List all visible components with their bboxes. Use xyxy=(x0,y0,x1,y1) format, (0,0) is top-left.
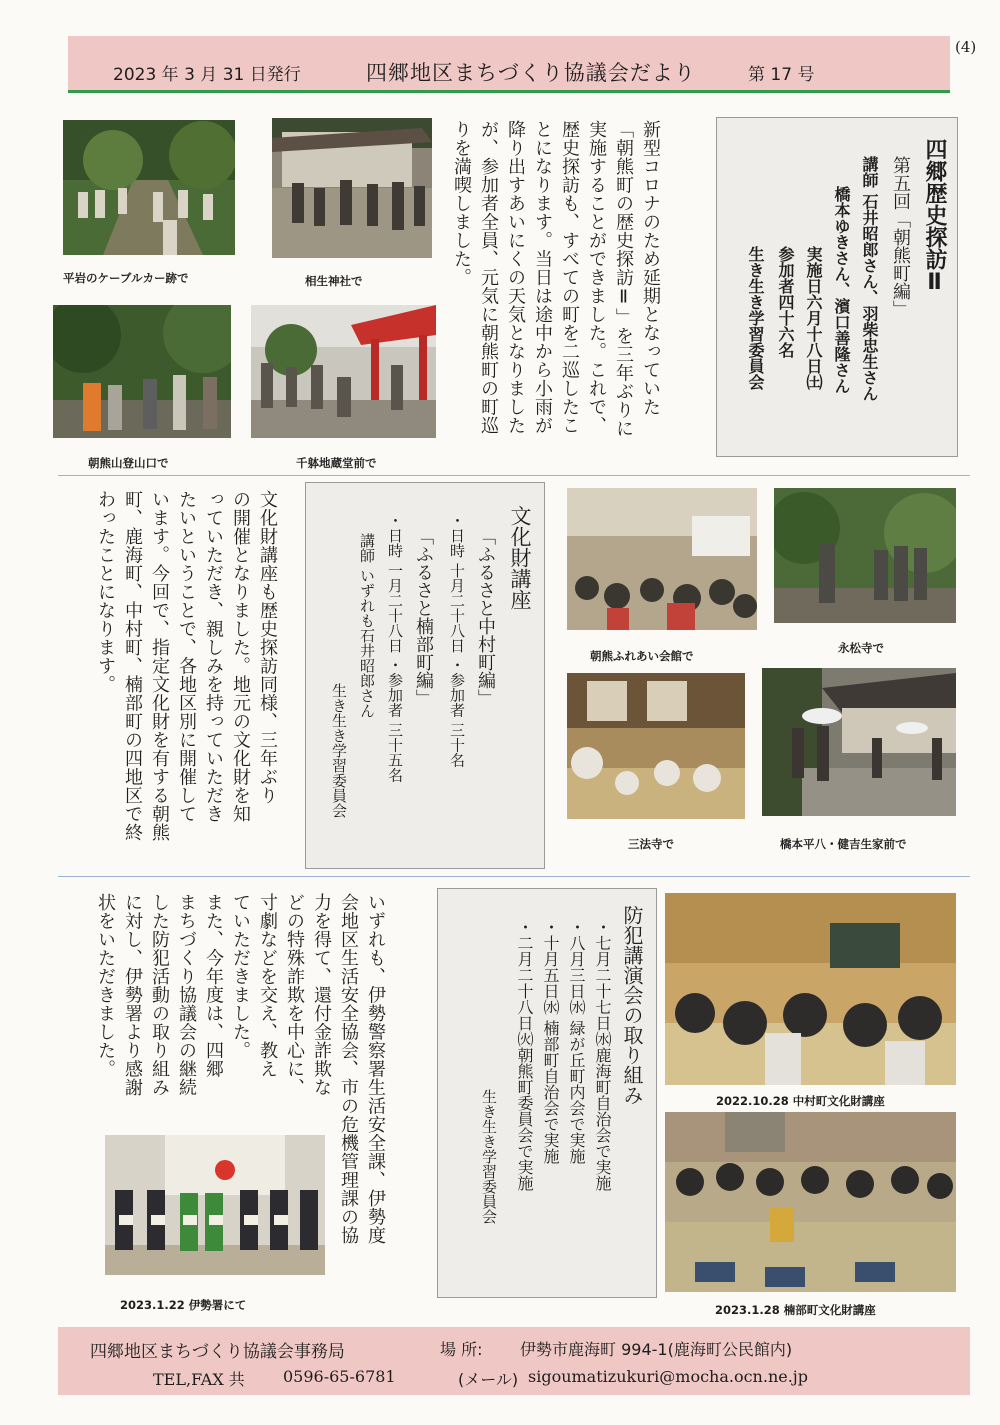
photo-sanpo-temple-image xyxy=(567,673,745,819)
caption-nakamura-lecture: 2022.10.28 中村町文化財講座 xyxy=(716,1094,885,1108)
history-walk-participants: 参加者四十六名 xyxy=(776,246,795,358)
photo-senjai-jizo xyxy=(251,305,436,438)
photo-asama-fureai-hall-image xyxy=(567,488,757,630)
history-walk-subtitle: 第五回「朝熊町編」 xyxy=(890,156,911,318)
page-number: (4) xyxy=(955,38,977,56)
photo-asama-fureai-hall xyxy=(567,488,757,630)
photo-cable-car-ruins xyxy=(63,120,235,255)
photo-ise-police-award-image xyxy=(105,1135,325,1275)
caption-asama-fureai-hall: 朝熊ふれあい会館で xyxy=(590,649,694,663)
photo-sanpo-temple xyxy=(567,673,745,819)
history-walk-date: 実施日六月十八日㈯ xyxy=(804,246,823,390)
crime-prevention-title: 防犯講演会の取り組み xyxy=(620,905,644,1105)
crime-prevention-item2: ・八月三日㈬ 緑が丘町内会で実施 xyxy=(567,919,586,1165)
crime-prevention-item4: ・二月二十八日㈫朝熊町委員会で実施 xyxy=(515,919,534,1191)
photo-nakamura-lecture xyxy=(665,893,956,1085)
crime-prevention-organizer: 生き生き学習委員会 xyxy=(480,1089,498,1224)
issue-date: 2023 年 3 月 31 日発行 xyxy=(113,65,301,85)
section-separator-2 xyxy=(58,876,970,877)
history-walk-lecturers-2: 橋本ゆきさん、濱口善隆さん xyxy=(832,186,851,394)
caption-senjai-jizo: 千躰地蔵堂前で xyxy=(296,456,377,470)
crime-prevention-item3: ・十月五日㈬ 楠部町自治会で実施 xyxy=(541,919,560,1165)
cultural-lecture-organizer: 生き生き学習委員会 xyxy=(330,683,348,818)
photo-asama-trailhead xyxy=(53,305,231,438)
history-walk-info-box xyxy=(716,117,958,457)
photo-hashimoto-birthplace-image xyxy=(762,668,956,816)
caption-eisho-temple: 永松寺で xyxy=(838,641,884,655)
tel-label: TEL,FAX 共 xyxy=(153,1370,245,1389)
cultural-lecture-item1: 「ふるさと中村町編」 xyxy=(475,527,496,707)
cultural-lecture-item2: 「ふるさと楠部町編」 xyxy=(413,527,434,707)
caption-kusube-lecture: 2023.1.28 楠部町文化財講座 xyxy=(715,1303,876,1317)
cultural-lecture-lecturer: 講師 いずれも石井昭郎さん xyxy=(358,533,376,718)
crime-prevention-item1: ・七月二十七日㈬鹿海町自治会で実施 xyxy=(593,919,612,1191)
office-email[interactable]: sigoumatizukuri@mocha.ocn.ne.jp xyxy=(528,1367,809,1386)
office-name: 四郷地区まちづくり協議会事務局 xyxy=(90,1342,345,1362)
photo-cable-car-ruins-image xyxy=(63,120,235,255)
cultural-lecture-info-box xyxy=(305,482,545,869)
cultural-lecture-body: 文化財講座も歴史探訪同様、三年ぶり の開催となりました。地元の文化財を知 っていただき、親しみを持っていただき たいということで、各地区別に開催して います。今回で、指定文化財を有する朝熊 町、鹿海町、中村町、楠部町の四地区で終 わったことになります。 xyxy=(95,490,278,842)
section-separator-1 xyxy=(58,475,970,476)
caption-hashimoto-birthplace: 橋本平八・健吉生家前で xyxy=(780,837,907,851)
photo-nakamura-lecture-image xyxy=(665,893,956,1085)
crime-prevention-info-box xyxy=(437,888,657,1298)
photo-kusube-lecture xyxy=(665,1112,956,1292)
photo-kusube-lecture-image xyxy=(665,1112,956,1292)
history-walk-organizer: 生き生き学習委員会 xyxy=(746,246,765,390)
cultural-lecture-item2-detail: ・日時 一月二十八日 ・参加者 三十五名 xyxy=(386,513,404,783)
caption-aioi-shrine: 相生神社で xyxy=(305,274,363,288)
history-walk-title: 四郷歴史探訪Ⅱ xyxy=(922,138,947,295)
caption-ise-police-award: 2023.1.22 伊勢署にて xyxy=(120,1298,247,1312)
crime-prevention-body: いずれも、伊勢警察署生活安全課、伊勢度 会地区生活安全協会、市の危機管理課の協 力を得て、還付金詐欺な どの特殊詐欺を中心に、 寸劇などを交え、教え ていただきました。 また、今年度は、四郷 まちづくり協議会の継続 した防犯活動の取り組み に対し、伊勢署より感謝 状をいただきました。 xyxy=(95,893,386,1245)
photo-aioi-shrine-image xyxy=(272,118,432,258)
photo-ise-police-award xyxy=(105,1135,325,1275)
caption-cable-car-ruins: 平岩のケーブルカー跡で xyxy=(63,271,189,285)
issue-number: 第 17 号 xyxy=(748,65,815,85)
photo-hashimoto-birthplace xyxy=(762,668,956,816)
cultural-lecture-item1-detail: ・日時 十月二十八日 ・参加者 三十名 xyxy=(448,513,466,768)
history-walk-body: 新型コロナのため延期となっていた 「朝熊町の歴史探訪Ⅱ」を三年ぶりに 実施することができました。これで、 歴史探訪も、すべての町を二巡したこ とになります。当日は途中から小雨が 降り出すあいにくの天気となりました が、参加者全員、元気に朝熊町の町巡 りを満喫しました。 xyxy=(451,120,661,438)
caption-sanpo-temple: 三法寺で xyxy=(628,837,674,851)
caption-asama-trailhead: 朝熊山登山口で xyxy=(88,456,169,470)
photo-aioi-shrine xyxy=(272,118,432,258)
cultural-lecture-title: 文化財講座 xyxy=(508,505,532,610)
photo-eisho-temple-image xyxy=(774,488,956,623)
history-walk-lecturers: 講師 石井昭郎さん、羽柴忠生さん xyxy=(860,156,879,402)
office-footer xyxy=(58,1327,970,1395)
photo-senjai-jizo-image xyxy=(251,305,436,438)
newsletter-title: 四郷地区まちづくり協議会だより xyxy=(366,61,696,85)
newsletter-header xyxy=(68,36,950,93)
mail-label: (メール) xyxy=(458,1370,519,1389)
photo-asama-trailhead-image xyxy=(53,305,231,438)
office-phone: 0596-65-6781 xyxy=(283,1367,396,1386)
photo-eisho-temple xyxy=(774,488,956,623)
place-label: 場 所: xyxy=(440,1340,483,1359)
office-address: 伊勢市鹿海町 994-1(鹿海町公民館内) xyxy=(520,1340,793,1359)
